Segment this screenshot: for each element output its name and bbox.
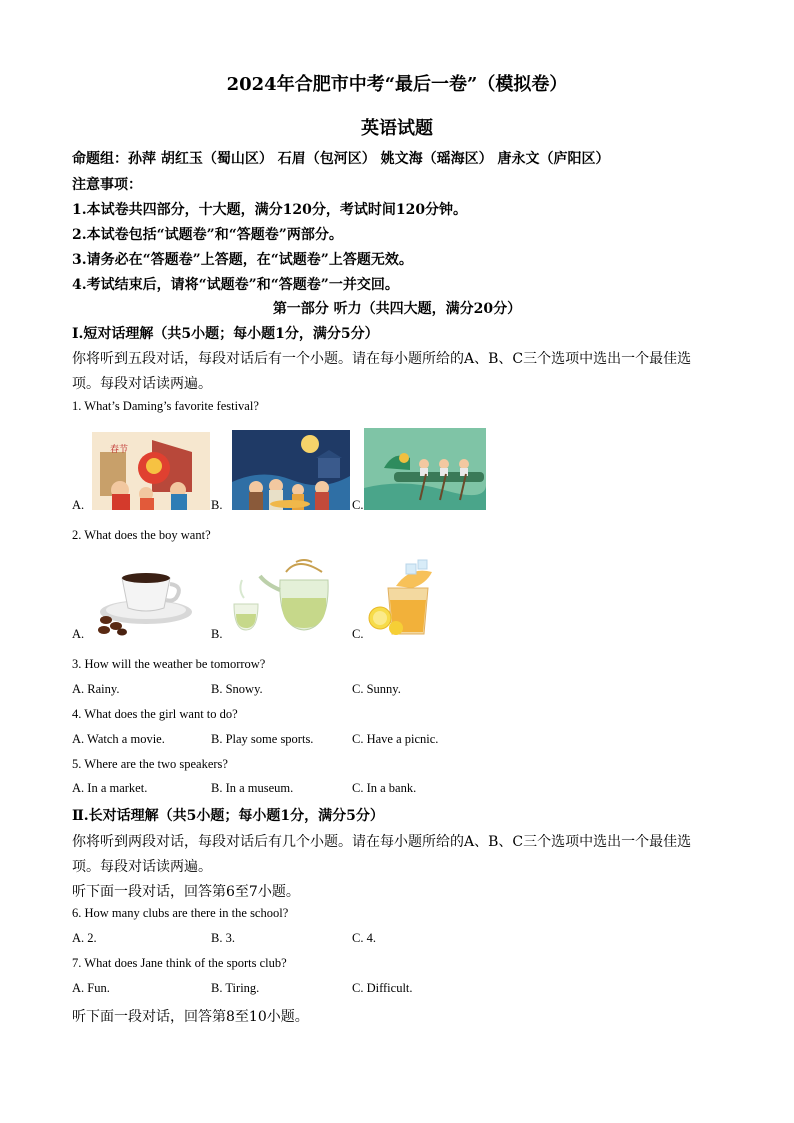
mid-autumn-image xyxy=(232,430,350,510)
q1-option-b[interactable]: B. xyxy=(211,498,223,512)
q3-option-c[interactable]: C. Sunny. xyxy=(352,682,401,696)
section1-instruction-line2: 项。每段对话读两遍。 xyxy=(72,376,212,392)
juice-image xyxy=(366,558,446,638)
q5-option-a[interactable]: A. In a market. xyxy=(72,781,148,795)
page-subtitle: 英语试题 xyxy=(361,118,433,139)
section2-instruction-line1: 你将听到两段对话，每段对话后有几个小题。请在每小题所给的A、B、C三个选项中选出一个最佳选 xyxy=(72,834,692,850)
tea-image xyxy=(230,558,332,638)
notice-heading: 注意事项： xyxy=(72,177,142,193)
section1-heading: Ⅰ.短对话理解（共5小题；每小题1分，满分5分） xyxy=(72,326,379,342)
section2-heading: Ⅱ.长对话理解（共5小题；每小题1分，满分5分） xyxy=(72,808,384,824)
q2-option-c[interactable]: C. xyxy=(352,627,364,641)
svg-text:春节: 春节 xyxy=(110,445,129,455)
q1-option-c[interactable]: C. xyxy=(352,498,364,512)
q6-option-b[interactable]: B. 3. xyxy=(211,931,235,945)
notice-item-2: 2.本试卷包括“试题卷”和“答题卷”两部分。 xyxy=(72,227,343,243)
q4-option-a[interactable]: A. Watch a movie. xyxy=(72,732,165,746)
question-6: 6. How many clubs are there in the school? xyxy=(72,906,289,920)
section1-instruction-line1: 你将听到五段对话，每段对话后有一个小题。请在每小题所给的A、B、C三个选项中选出一个最佳选 xyxy=(72,351,692,367)
q5-option-b[interactable]: B. In a museum. xyxy=(211,781,294,795)
authors-line: 命题组：孙萍 胡红玉（蜀山区） 石眉（包河区） 姚文海（瑶海区） 唐永文（庐阳区） xyxy=(72,151,610,167)
question-3: 3. How will the weather be tomorrow? xyxy=(72,657,266,671)
page-title: 2024年合肥市中考“最后一卷”（模拟卷） xyxy=(226,74,568,95)
section2-lead-2: 听下面一段对话，回答第8至10小题。 xyxy=(72,1009,309,1025)
q4-option-c[interactable]: C. Have a picnic. xyxy=(352,732,439,746)
question-4: 4. What does the girl want to do? xyxy=(72,707,238,721)
coffee-image xyxy=(92,566,194,638)
section2-instruction-line2: 项。每段对话读两遍。 xyxy=(72,859,212,875)
question-1: 1. What’s Daming’s favorite festival? xyxy=(72,399,259,413)
notice-item-4: 4.考试结束后，请将“试题卷”和“答题卷”一并交回。 xyxy=(72,277,399,293)
q3-option-b[interactable]: B. Snowy. xyxy=(211,682,263,696)
spring-festival-image xyxy=(92,432,210,510)
q6-option-c[interactable]: C. 4. xyxy=(352,931,376,945)
q5-option-c[interactable]: C. In a bank. xyxy=(352,781,417,795)
notice-item-1: 1.本试卷共四部分，十大题，满分120分，考试时间120分钟。 xyxy=(72,202,468,218)
q6-option-a[interactable]: A. 2. xyxy=(72,931,97,945)
q7-option-a[interactable]: A. Fun. xyxy=(72,981,110,995)
section2-lead-1: 听下面一段对话，回答第6至7小题。 xyxy=(72,884,300,900)
dragon-boat-image xyxy=(364,428,486,510)
question-5: 5. Where are the two speakers? xyxy=(72,757,228,771)
q7-option-c[interactable]: C. Difficult. xyxy=(352,981,413,995)
question-7: 7. What does Jane think of the sports club? xyxy=(72,956,287,970)
q4-option-b[interactable]: B. Play some sports. xyxy=(211,732,314,746)
part1-heading: 第一部分 听力（共四大题，满分20分） xyxy=(272,301,522,317)
q2-option-b[interactable]: B. xyxy=(211,627,223,641)
q3-option-a[interactable]: A. Rainy. xyxy=(72,682,120,696)
notice-item-3: 3.请务必在“答题卷”上答题，在“试题卷”上答题无效。 xyxy=(72,252,413,268)
q7-option-b[interactable]: B. Tiring. xyxy=(211,981,260,995)
q1-option-a[interactable]: A. xyxy=(72,498,85,512)
q2-option-a[interactable]: A. xyxy=(72,627,85,641)
question-2: 2. What does the boy want? xyxy=(72,528,211,542)
